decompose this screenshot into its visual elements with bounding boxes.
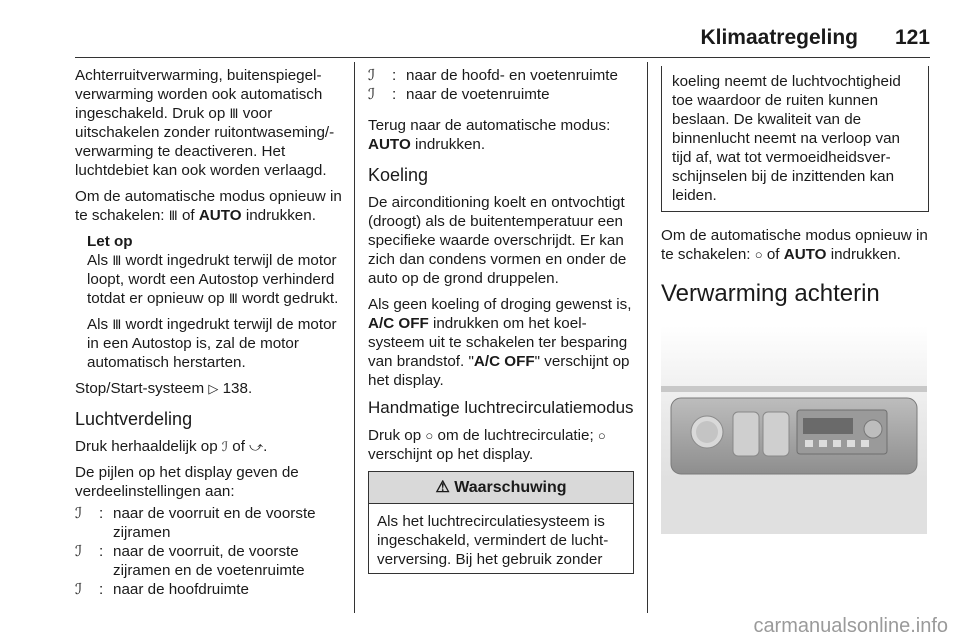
recirculation-icon: ○: [597, 428, 606, 443]
paragraph-arrows-display: De pijlen op het display geven de verdeelinstellingen aan:: [75, 464, 299, 500]
defrost-icon: Ⅲ: [229, 106, 239, 121]
auto-label: AUTO: [783, 246, 827, 263]
air-distribution-windscreen-icon: ℐ: [75, 505, 83, 522]
paragraph-back-to-auto: Terug naar de automatische modus: AUTO indrukken.: [368, 117, 611, 153]
paragraph-press-repeatedly: Druk herhaaldelijk op ℐ of ⤻.: [75, 438, 268, 455]
note-title: Let op: [87, 233, 133, 250]
note-block: [75, 232, 343, 372]
note-paragraph-1: Als Ⅲ wordt ingedrukt terwijl de motor loopt, wordt een Autostop verhinderd totdat er opnieuw op Ⅲ wordt gedrukt.: [87, 252, 339, 307]
definition-row: ℐ : naar de hoofd- en voetenruimte: [368, 67, 618, 84]
heading-handmatig: Handmatige luchtrecirculatiemodus: [368, 398, 634, 417]
air-distribution-windscreen-icon: ℐ: [221, 439, 229, 454]
air-distribution-footwell-icon: ℐ: [368, 86, 376, 103]
warning-body: Als het luchtrecirculatiesysteem is ingeschakeld, vermindert de luchtverversing. Bij het gebruik zonder: [377, 513, 609, 568]
definition-row: ℐ : naar de voetenruimte: [368, 86, 550, 103]
paragraph-recirculation: Druk op ○ om de luchtrecirculatie; ○ verschijnt op het display.: [368, 427, 606, 463]
acoff-label: A/C OFF: [473, 353, 535, 370]
header-title: Klimaatregeling: [700, 26, 858, 49]
column-3: [661, 66, 929, 317]
watermark: carmanualsonline.info: [753, 615, 948, 637]
warning-box-continued: koeling neemt de luchtvochtigheid toe waardoor de ruiten kunnen beslaan. De kwaliteit van de binnenlucht neemt na verloop van tijd af, wat tot vermoeidheidsverschijnselen bij de inzittenden kan leiden.: [661, 66, 929, 212]
column-divider-1: [354, 62, 355, 613]
warning-header: ⚠ Waarschuwing: [369, 472, 633, 504]
column-divider-2: [647, 62, 648, 613]
defrost-icon: Ⅲ: [112, 317, 122, 332]
auto-label: AUTO: [368, 136, 411, 153]
heading-koeling: Koeling: [368, 165, 429, 185]
definition-row: ℐ : naar de voorruit, de voorste zijramen en de voetenruimte: [75, 543, 305, 579]
column-2: [368, 66, 634, 574]
page-number: 121: [894, 26, 930, 49]
recirculation-icon: ○: [425, 428, 434, 443]
air-distribution-head-footwell-icon: ℐ: [368, 67, 376, 84]
stop-start-reference: Stop/Start-systeem ▷ 138.: [75, 380, 253, 397]
defrost-icon: Ⅲ: [228, 291, 238, 306]
definition-row: ℐ : naar de hoofdruimte: [75, 581, 249, 598]
auto-label: AUTO: [198, 207, 242, 224]
paragraph-acoff: Als geen koeling of droging gewenst is, A/C OFF indrukken om het koelsysteem uit te schakelen ter besparing van brandstof. "A/C OFF" verschijnt op het display.: [368, 296, 632, 389]
header-rule: [75, 57, 930, 58]
air-distribution-windscreen-footwell-icon: ℐ: [75, 543, 83, 560]
heading-verwarming-achterin: Verwarming achterin: [661, 280, 880, 307]
paragraph-airco: De airconditioning koelt en ontvochtigt (droogt) als de buitentemperatuur een specifieke waarde overschrijdt. Er kan zich dan condens vormen en onder de auto op de grond druppelen.: [368, 194, 627, 287]
definition-row: ℐ : naar de voorruit en de voorste zijramen: [75, 505, 316, 541]
paragraph-auto-defrost: Achterruitverwarming, buitenspiegelverwarming worden ook automatisch ingeschakeld. Druk op Ⅲ voor uitschakelen zonder ruitontwaseming/-verwarming te deactiveren. Het luchtdebiet kan ook worden verlaagd.: [75, 67, 335, 179]
warning-triangle-icon: ⚠: [435, 479, 450, 496]
acoff-label: A/C OFF: [368, 315, 429, 332]
air-distribution-head-icon: ℐ: [75, 581, 83, 598]
air-distribution-footwell-icon: ⤻: [249, 439, 264, 454]
defrost-icon: Ⅲ: [112, 253, 122, 268]
column-1: [75, 66, 343, 599]
note-paragraph-2: Als Ⅲ wordt ingedrukt terwijl de motor in een Autostop is, zal de motor automatisch herstarten.: [87, 316, 337, 371]
rear-heating-panel-photo: [661, 326, 927, 534]
paragraph-auto-mode: Om de automatische modus opnieuw in te schakelen: Ⅲ of AUTO indrukken.: [75, 188, 342, 224]
page-reference-arrow-icon: ▷: [208, 381, 219, 396]
heading-luchtverdeling: Luchtverdeling: [75, 409, 193, 429]
recirculation-icon: ○: [754, 247, 763, 262]
warning-box: [368, 471, 634, 574]
defrost-icon: Ⅲ: [168, 208, 178, 223]
paragraph-auto-mode-2: Om de automatische modus opnieuw in te schakelen: ○ of AUTO indrukken.: [661, 227, 928, 263]
